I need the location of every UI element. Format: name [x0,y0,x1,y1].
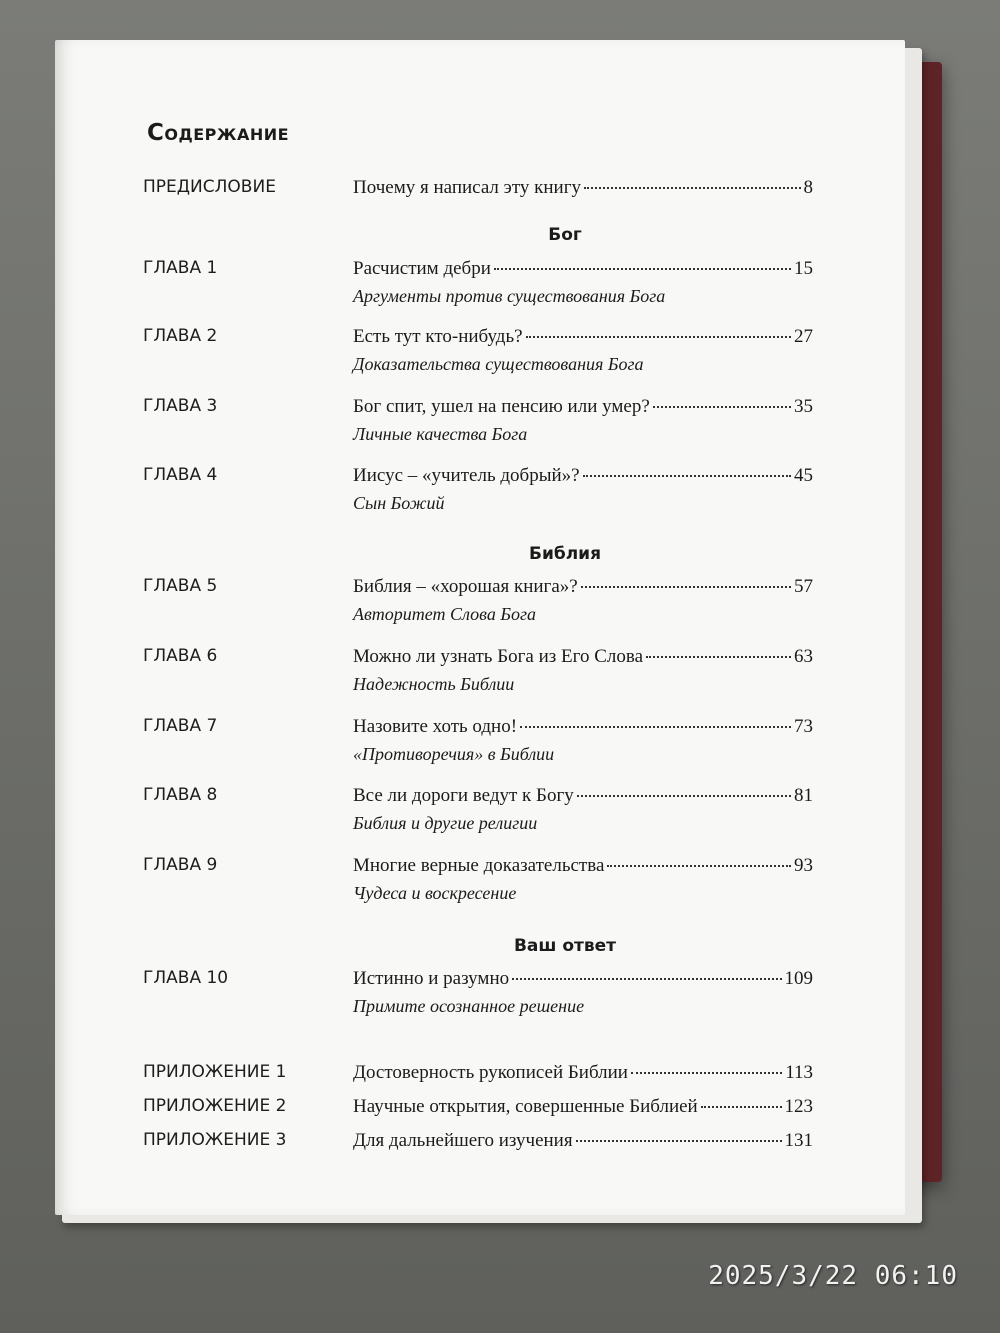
entry-title: Можно ли узнать Бога из Его Слова [353,646,644,667]
section-heading-god: Бог [548,225,582,245]
entry-subtitle: Библия и другие религии [353,813,538,833]
entry-label: ПРИЛОЖЕНИЕ 2 [143,1096,287,1116]
entry-page: 73 [794,716,813,737]
entry-page: 57 [794,576,813,597]
entry-title: Истинно и разумно [353,968,510,989]
entry-label: ГЛАВА 8 [143,785,218,805]
entry-line [353,326,813,348]
entry-title: Все ли дороги ведут к Богу [353,785,574,806]
entry-line [353,177,813,199]
entry-title: Библия – «хорошая книга»? [353,576,578,597]
entry-label: ПРИЛОЖЕНИЕ 1 [143,1062,287,1082]
entry-line [353,968,813,990]
entry-label: ГЛАВА 5 [143,576,218,596]
entry-label: ГЛАВА 9 [143,855,218,875]
entry-title: Расчистим дебри [353,258,491,279]
entry-line [353,576,813,598]
entry-title: Иисус – «учитель добрый»? [353,465,580,486]
entry-page: 35 [794,396,813,417]
entry-subtitle: Чудеса и воскресение [353,883,517,903]
section-heading-bible: Библия [528,544,602,564]
entry-label: ПРЕДИСЛОВИЕ [143,177,276,197]
entry-label: ПРИЛОЖЕНИЕ 3 [143,1130,287,1150]
entry-label: ГЛАВА 4 [143,465,218,485]
entry-page: 45 [794,465,813,486]
dot-leader [653,406,791,408]
entry-label: ГЛАВА 6 [143,646,218,666]
entry-page: 63 [794,646,813,667]
entry-label: ГЛАВА 10 [143,968,229,988]
entry-line [353,396,813,418]
entry-page: 109 [784,968,813,989]
entry-page: 113 [785,1062,813,1083]
dot-leader [583,475,791,477]
entry-title: Многие верные доказательства [353,855,605,876]
entry-subtitle: Сын Божий [353,493,445,513]
entry-line [353,785,813,807]
entry-page: 123 [784,1096,813,1117]
contents-page [55,40,905,1215]
entry-page: 8 [803,177,813,198]
entry-page: 93 [794,855,813,876]
dot-leader [701,1106,782,1108]
entry-line [353,1130,813,1152]
entry-page: 27 [794,326,813,347]
entry-line [353,646,813,668]
entry-page: 81 [794,785,813,806]
entry-label: ГЛАВА 1 [143,258,218,278]
dot-leader [646,656,791,658]
entry-label: ГЛАВА 3 [143,396,218,416]
entry-subtitle: «Противоречия» в Библии [353,744,555,764]
page-title: Содержание [147,120,290,146]
entry-line [353,855,813,877]
entry-line [353,465,813,487]
entry-page: 131 [784,1130,813,1151]
entry-line [353,1096,813,1118]
entry-title: Назовите хоть одно! [353,716,518,737]
dot-leader [631,1072,782,1074]
dot-leader [512,978,781,980]
dot-leader [526,336,791,338]
entry-subtitle: Доказательства существования Бога [353,354,644,374]
entry-subtitle: Примите осознанное решение [353,996,585,1016]
entry-title: Почему я написал эту книгу [353,177,581,198]
dot-leader [607,865,791,867]
entry-subtitle: Аргументы против существования Бога [353,286,666,306]
entry-label: ГЛАВА 2 [143,326,218,346]
entry-title: Достоверность рукописей Библии [353,1062,628,1083]
entry-label: ГЛАВА 7 [143,716,218,736]
dot-leader [584,187,801,189]
entry-title: Для дальнейшего изучения [353,1130,573,1151]
entry-title: Есть тут кто-нибудь? [353,326,523,347]
entry-subtitle: Личные качества Бога [353,424,528,444]
photo-timestamp: 2025/3/22 06:10 [708,1261,958,1291]
entry-title: Научные открытия, совершенные Библией [353,1096,698,1117]
entry-line [353,716,813,738]
entry-line [353,258,813,280]
dot-leader [494,268,791,270]
entry-subtitle: Авторитет Слова Бога [353,604,536,624]
dot-leader [581,586,791,588]
dot-leader [520,726,791,728]
dot-leader [577,795,791,797]
entry-page: 15 [794,258,813,279]
entry-line [353,1062,813,1084]
entry-subtitle: Надежность Библии [353,674,515,694]
dot-leader [576,1140,782,1142]
entry-title: Бог спит, ушел на пенсию или умер? [353,396,650,417]
section-heading-answer: Ваш ответ [513,936,617,956]
